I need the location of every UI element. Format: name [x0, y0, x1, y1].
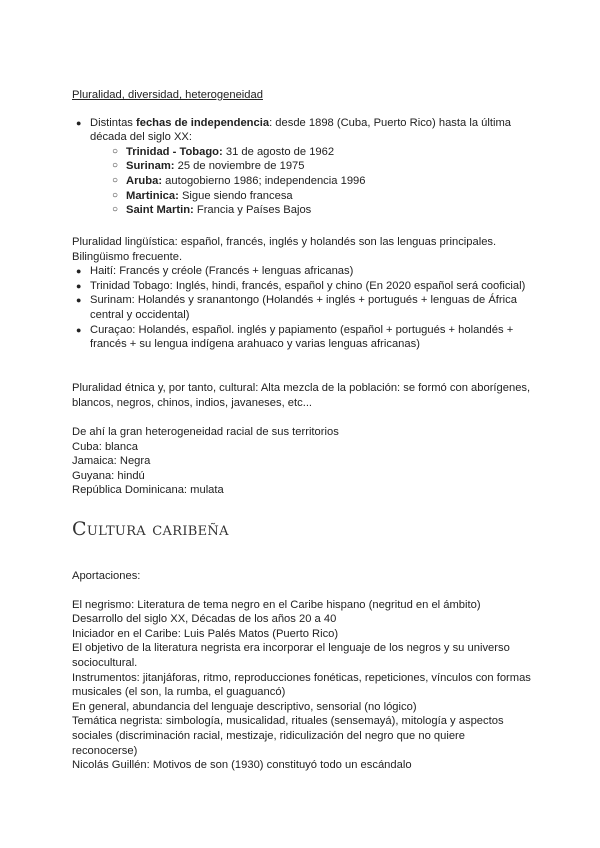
paragraph: Bilingüismo frecuente. — [72, 250, 183, 263]
sub-list-item — [72, 159, 532, 174]
sub-item-text: Sigue siendo francesa — [178, 189, 293, 202]
bullet-rest: : desde 1898 (Cuba, Puerto Rico) hasta la última década del siglo XX: — [90, 116, 511, 144]
sub-list-item — [72, 189, 532, 204]
paragraph: Cuba: blanca — [72, 440, 138, 453]
section-ethnic — [72, 381, 532, 410]
sub-item-bold: Aruba: — [126, 174, 163, 187]
sub-item-bold: Surinam: — [126, 160, 175, 173]
paragraph: Jamaica: Negra — [72, 455, 151, 468]
independence-list — [72, 116, 532, 218]
list-item: ● Trinidad Tobago: Inglés, hindi, francés, español y chino (En 2020 español será cooficial) — [72, 279, 532, 294]
paragraph: En general, abundancia del lenguaje descriptivo, sensorial (no lógico) — [72, 700, 417, 713]
bullet-bold: fechas de independencia — [136, 116, 270, 129]
sub-item-bold: Trinidad - Tobago: — [126, 145, 223, 158]
section-plurality — [72, 88, 532, 218]
section-aportaciones — [72, 569, 532, 773]
paragraph: Guyana: hindú — [72, 469, 145, 482]
list-item: ● Surinam: Holandés y sranantongo (Holandés + inglés + portugués + lenguas de África central y occidental) — [72, 293, 532, 322]
sub-item-text: autogobierno 1986; independencia 1996 — [162, 174, 366, 187]
section-heading: Cultura caribeña — [72, 518, 229, 540]
section-title: Pluralidad, diversidad, heterogeneidad — [72, 89, 263, 101]
list-item: ● Haití: Francés y créole (Francés + lenguas africanas) — [72, 264, 532, 279]
bullet-prefix: Distintas — [90, 116, 137, 129]
list-item — [72, 116, 532, 145]
paragraph: Instrumentos: jitanjáforas, ritmo, reproducciones fonéticas, repeticiones, vínculos con formas musicales (el son, la rumba, el guaguancó) — [72, 671, 531, 699]
sub-list-item — [72, 174, 532, 189]
sub-item-bold: Martinica: — [126, 189, 179, 202]
paragraph: El objetivo de la literatura negrista era incorporar el lenguaje de los negros y su universo sociocultural. — [72, 642, 510, 669]
label: Aportaciones: — [72, 570, 141, 582]
language-list — [72, 264, 532, 352]
aportaciones-body — [72, 598, 532, 773]
sub-item-text: 31 de agosto de 1962 — [222, 145, 335, 158]
paragraph: El negrismo: Literatura de tema negro en el Caribe hispano (negritud en el ámbito) — [72, 598, 481, 611]
paragraph: Nicolás Guillén: Motivos de son (1930) constituyó todo un escándalo — [72, 759, 412, 772]
sub-item-bold: Saint Martin: — [126, 204, 194, 217]
sub-item-text: Francia y Países Bajos — [193, 204, 312, 217]
sub-list-item — [72, 145, 532, 160]
section-racial — [72, 425, 532, 498]
paragraph: Desarrollo del siglo XX, Décadas de los años 20 a 40 — [72, 613, 337, 626]
paragraph: Pluralidad étnica y, por tanto, cultural: Alta mezcla de la población: se formó con aborígenes, blancos, negros, chinos, indios, javaneses, etc... — [72, 382, 531, 409]
paragraph: De ahí la gran heterogeneidad racial de sus territorios — [72, 426, 339, 438]
paragraph: República Dominicana: mulata — [72, 484, 224, 497]
paragraph: Temática negrista: simbología, musicalidad, rituales (sensemayá), mitología y aspectos sociales (discriminación racial, mestizaje, ridiculización del negro que no quiere reconocerse) — [72, 715, 504, 757]
paragraph: Iniciador en el Caribe: Luis Palés Matos (Puerto Rico) — [72, 627, 339, 640]
sub-list-item — [72, 203, 532, 218]
sub-item-text: 25 de noviembre de 1975 — [174, 160, 305, 173]
list-item: ● Curaçao: Holandés, español. inglés y papiamento (español + portugués + holandés + francés + su lengua indígena arahuaco y varias lenguas africanas) — [72, 323, 532, 352]
paragraph: Pluralidad lingüística: español, francés, inglés y holandés son las lenguas principales. — [72, 236, 497, 248]
section-linguistic — [72, 235, 532, 352]
